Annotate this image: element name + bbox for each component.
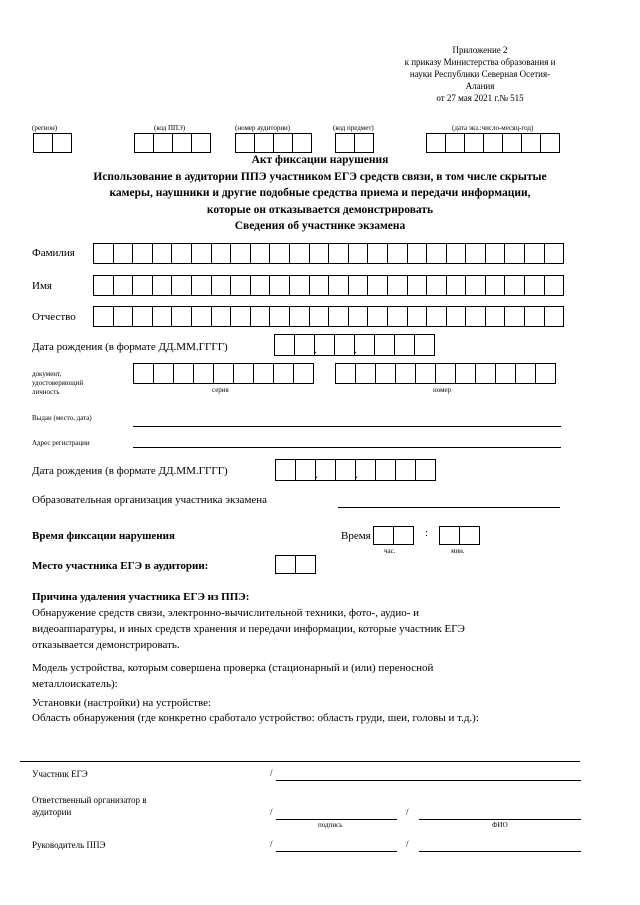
surname-cells[interactable] <box>93 243 564 264</box>
organization-label: Образовательная организация участника экзамена <box>32 494 268 506</box>
fio-caption: ФИО <box>492 821 508 829</box>
head-slash-1: / <box>270 839 273 849</box>
reason-line: отказывается демонстрировать. <box>32 639 180 651</box>
top-rule <box>20 761 580 762</box>
number-caption: номер <box>433 386 452 394</box>
participant-line[interactable] <box>276 780 581 781</box>
birth-date-cells[interactable]: . . <box>274 334 435 356</box>
date-cells[interactable] <box>426 133 560 153</box>
minutes-cells[interactable] <box>439 526 480 545</box>
room-cells[interactable] <box>235 133 312 153</box>
issued-label: Выдан (место, дата) <box>32 414 92 422</box>
birth-date-cells-2[interactable]: . . <box>275 459 436 481</box>
reason-line: видеоаппаратуры, и иных средств хранения и передачи информации, которые участник ЕГЭ <box>32 623 465 635</box>
room-label: (номер аудитории) <box>235 124 291 132</box>
subject-cells[interactable] <box>335 133 374 153</box>
minutes-caption: мин. <box>451 547 465 555</box>
appendix-line: от 27 мая 2021 г.№ 515 <box>436 93 524 103</box>
patronymic-label: Отчество <box>32 311 76 323</box>
head-fio-line[interactable] <box>419 851 581 852</box>
registration-line[interactable] <box>133 447 561 448</box>
region-cells[interactable] <box>33 133 72 153</box>
device-model-line: Модель устройства, которым совершена проверка (стационарный и (или) переносной <box>32 662 434 674</box>
registration-label: Адрес регистрации <box>32 439 90 447</box>
name-label: Имя <box>32 280 52 292</box>
ppe-label: (код ППЭ) <box>154 124 186 132</box>
patronymic-cells[interactable] <box>93 306 564 327</box>
hours-cells[interactable] <box>373 526 414 545</box>
name-cells[interactable] <box>93 275 564 296</box>
device-settings: Установки (настройки) на устройстве: <box>32 697 212 709</box>
head-slash-2: / <box>406 839 409 849</box>
reason-text <box>32 605 465 653</box>
section-title: Сведения об участнике экзамена <box>234 220 406 232</box>
region-label: (регион) <box>32 124 58 132</box>
appendix-block <box>380 44 580 104</box>
organizer-fio-line[interactable] <box>419 819 581 820</box>
document-label-line: личность <box>32 388 60 396</box>
organizer-slash-2: / <box>406 807 409 817</box>
place-cells[interactable] <box>275 555 316 574</box>
organizer-label-line: аудитории <box>32 807 72 817</box>
date-label: (дата экз.:число-месяц-год) <box>452 124 534 132</box>
document-series-cells[interactable] <box>133 363 314 384</box>
issued-line[interactable] <box>133 426 561 427</box>
document-label-line: удостоверяющий <box>32 379 84 387</box>
document-label <box>32 370 83 397</box>
ppe-cells[interactable] <box>134 133 211 153</box>
surname-label: Фамилия <box>32 247 75 259</box>
participant-label: Участник ЕГЭ <box>32 769 88 779</box>
organizer-label-line: Ответственный организатор в <box>32 795 147 805</box>
appendix-line: Приложение 2 <box>452 45 508 55</box>
series-caption: серия <box>212 386 229 394</box>
head-label: Руководитель ППЭ <box>32 840 106 850</box>
birth-date-label-2: Дата рождения (в формате ДД.ММ.ГГГГ) <box>32 465 228 477</box>
document-number-cells[interactable] <box>335 363 556 384</box>
act-subtitle: Использование в аудитории ППЭ участником ЕГЭ средств связи, в том числе скрытые <box>93 171 547 183</box>
organizer-slash-1: / <box>270 807 273 817</box>
place-label: Место участника ЕГЭ в аудитории: <box>32 560 209 572</box>
device-model-line: металлоискатель): <box>32 678 118 690</box>
subject-label: (код предмет) <box>333 124 374 132</box>
signature-caption: подпись <box>318 821 343 829</box>
document-label-line: документ, <box>32 370 62 378</box>
appendix-line: науки Республики Северная Осетия- <box>409 69 551 79</box>
participant-slash: / <box>270 768 273 778</box>
hours-caption: час. <box>384 547 396 555</box>
organization-line[interactable] <box>338 507 560 508</box>
birth-date-label: Дата рождения (в формате ДД.ММ.ГГГГ) <box>32 341 228 353</box>
time-colon: : <box>425 527 429 539</box>
appendix-line: Алания <box>465 81 495 91</box>
organizer-signature-line[interactable] <box>276 819 397 820</box>
device-model <box>32 660 433 692</box>
reason-heading: Причина удаления участника ЕГЭ из ППЭ: <box>32 591 250 603</box>
detection-area: Область обнаружения (где конкретно сработало устройство: область груди, шеи, головы и т.д.): <box>32 712 479 724</box>
reason-line: Обнаружение средств связи, электронно-вычислительной техники, фото-, аудио- и <box>32 607 420 619</box>
act-subtitle: камеры, наушники и другие подобные средства приема и передачи информации, <box>109 187 531 199</box>
organizer-label <box>32 794 146 818</box>
appendix-line: к приказу Министерства образования и <box>404 57 556 67</box>
act-subtitle: которые он отказывается демонстрировать <box>206 204 434 216</box>
time-label: Время фиксации нарушения <box>32 530 175 542</box>
act-title: Акт фиксации нарушения <box>251 154 389 166</box>
time-word: Время <box>341 530 371 542</box>
head-signature-line[interactable] <box>276 851 397 852</box>
